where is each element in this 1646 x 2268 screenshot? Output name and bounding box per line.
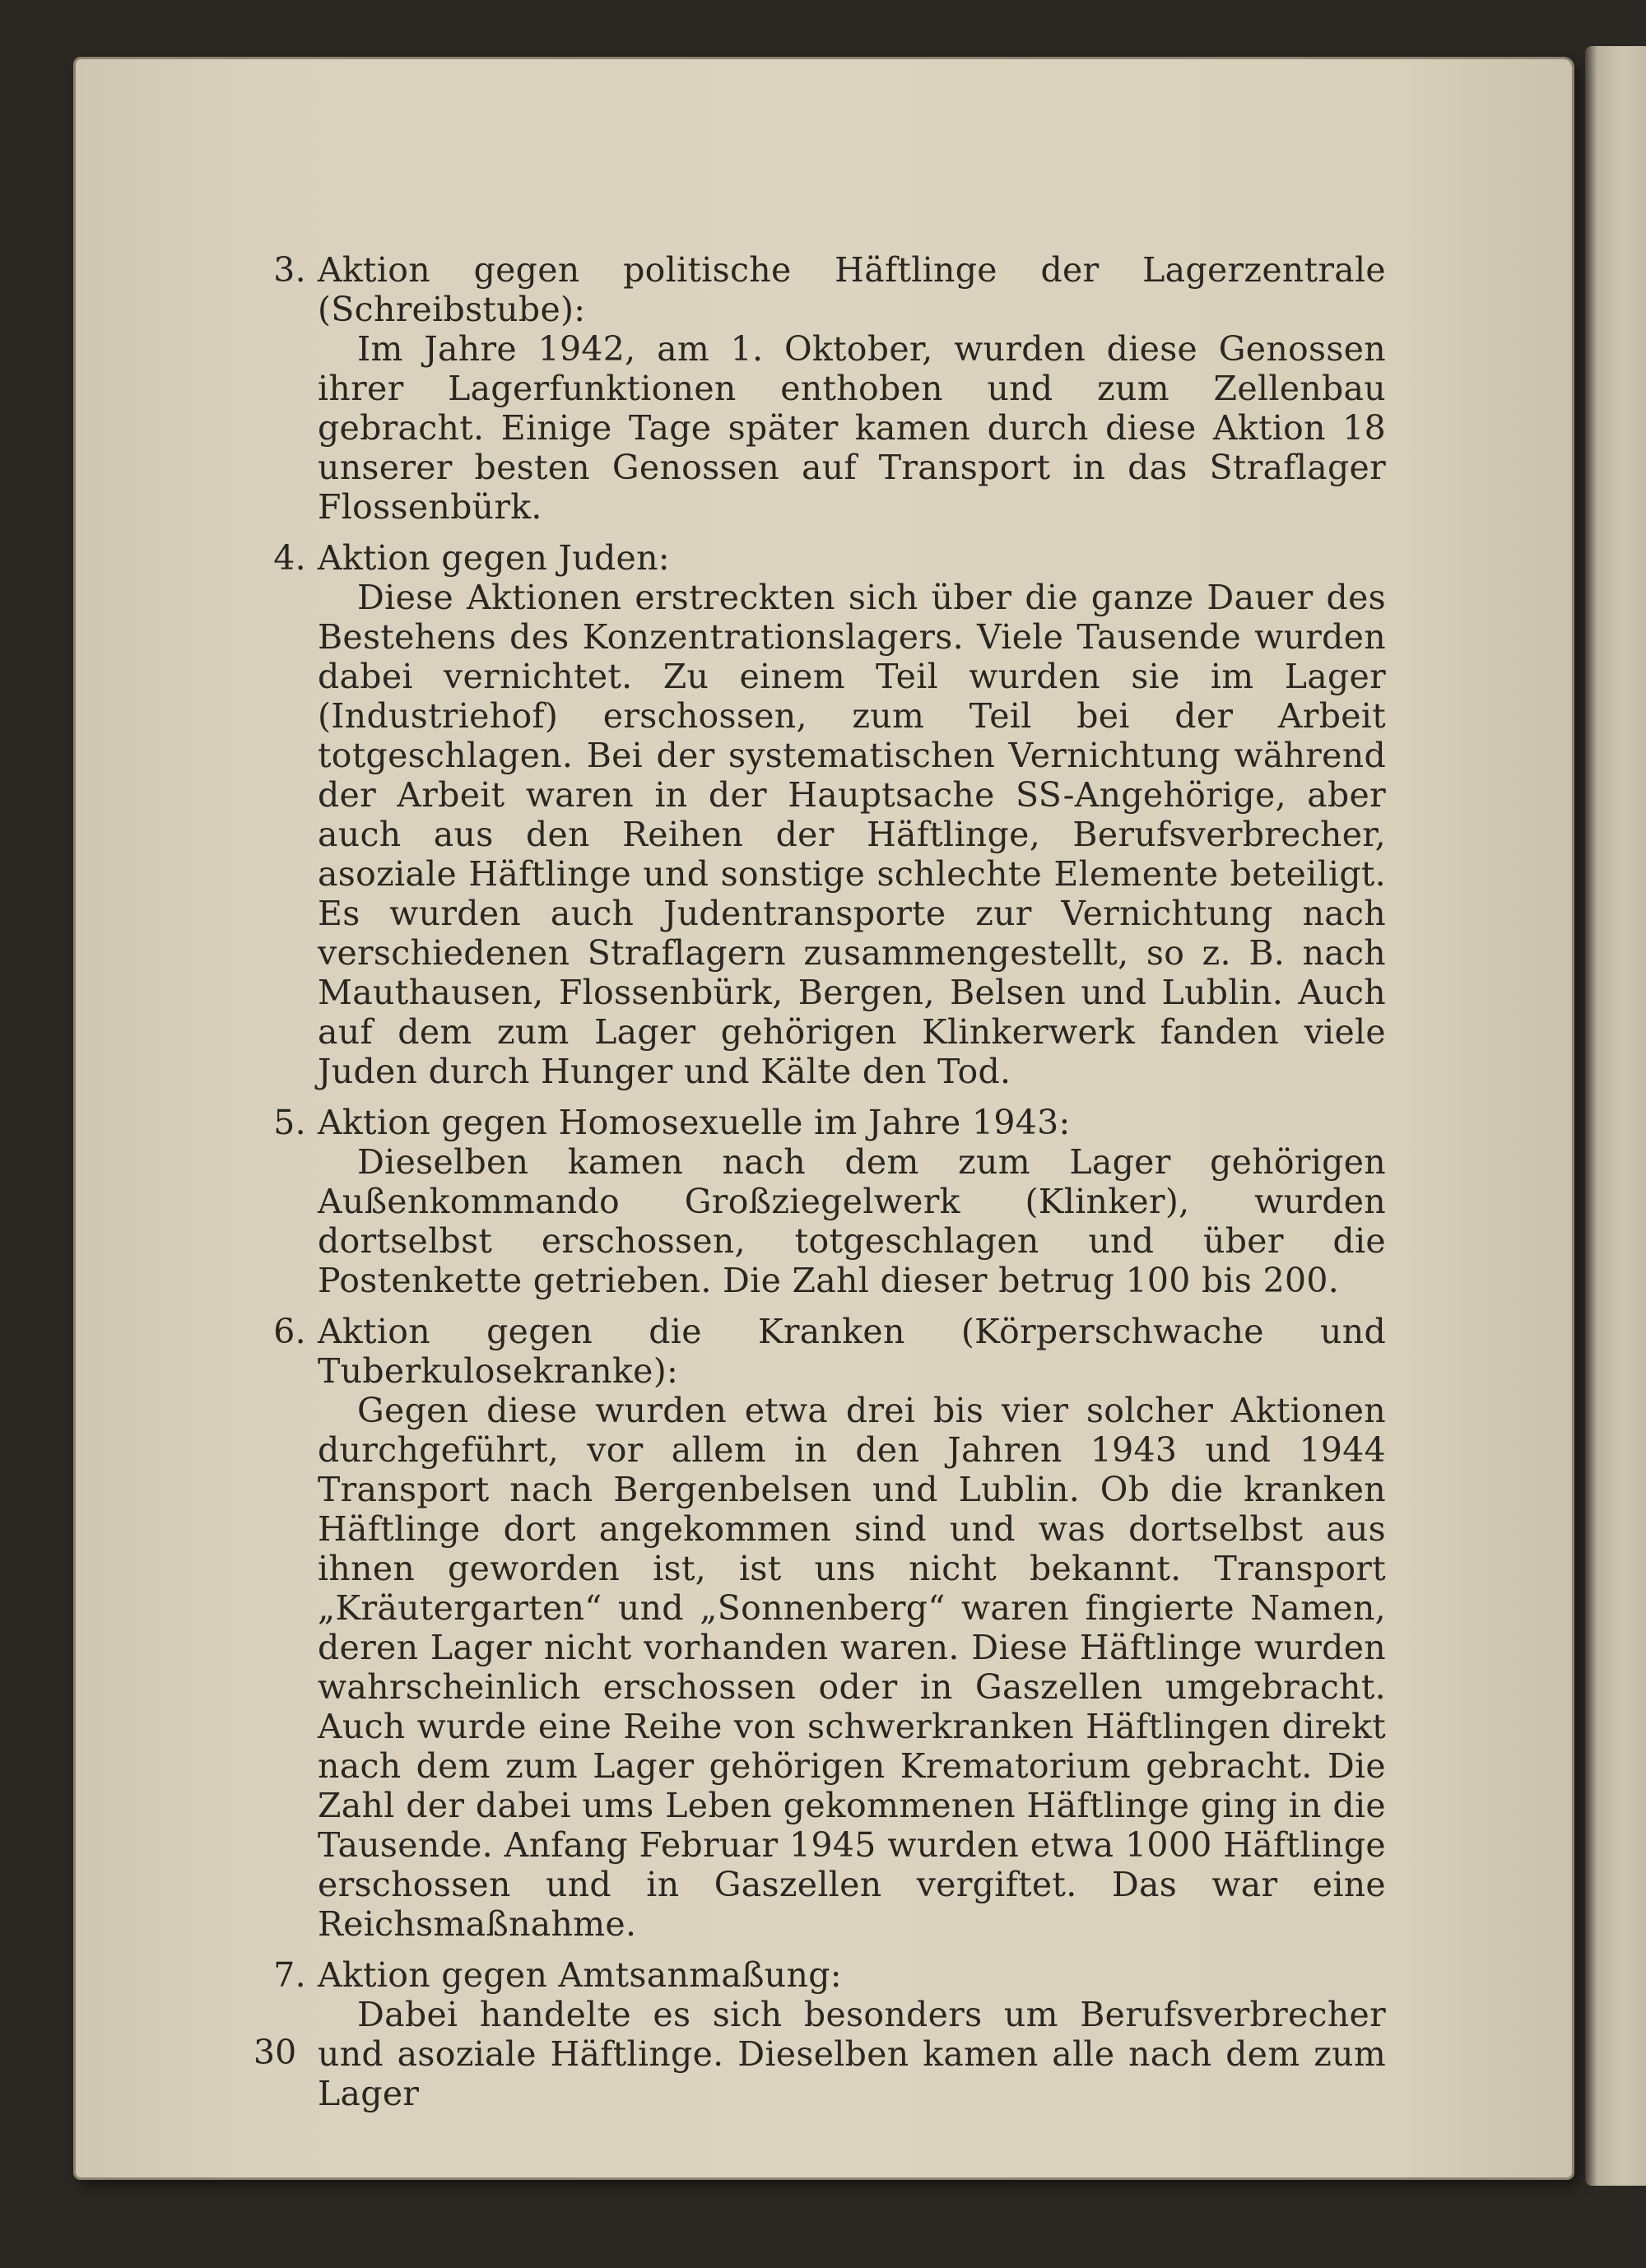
item-heading: Aktion gegen die Kranken (Körperschwache und Tuberkulosekranke): (318, 1312, 1386, 1391)
item-number: 7. (273, 1955, 306, 1995)
item-body: Im Jahre 1942, am 1. Oktober, wurden diese Genossen ihrer Lagerfunktionen enthoben und zum Zellenbau gebracht. Einige Tage später kamen durch diese Aktion 18 unserer besten Genossen auf Transport in das Straflager Flossenbürk. (318, 329, 1386, 527)
list-item (273, 250, 1386, 527)
item-number: 4. (273, 538, 306, 578)
item-number: 5. (273, 1103, 306, 1142)
item-heading: Aktion gegen politische Häftlinge der Lagerzentrale (Schreibstube): (318, 250, 1386, 329)
list-item (273, 1312, 1386, 1944)
item-heading: Aktion gegen Amtsanmaßung: (318, 1955, 842, 1995)
item-body: Gegen diese wurden etwa drei bis vier solcher Aktionen durchgeführt, vor allem in den Jahren 1943 und 1944 Transport nach Bergenbelsen und Lublin. Ob die kranken Häftlinge dort angekommen sind und was dortselbst aus ihnen geworden ist, ist uns nicht bekannt. Transport „Kräutergarten“ und „Sonnenberg“ waren fingierte Namen, deren Lager nicht vorhanden waren. Diese Häftlinge wurden wahrscheinlich erschossen oder in Gaszellen umgebracht. Auch wurde eine Reihe von schwerkranken Häftlingen direkt nach dem zum Lager gehörigen Krematorium gebracht. Die Zahl der dabei ums Leben gekommenen Häftlinge ging in die Tausende. Anfang Februar 1945 wurden etwa 1000 Häftlinge erschossen und in Gaszellen vergiftet. Das war eine Reichsmaßnahme. (318, 1391, 1386, 1944)
list-item (273, 538, 1386, 1091)
facing-page-edge (1585, 46, 1646, 2186)
item-number: 3. (273, 250, 306, 290)
list-item (273, 1103, 1386, 1300)
page-number: 30 (253, 2033, 297, 2072)
item-body: Diese Aktionen erstreckten sich über die ganze Dauer des Bestehens des Konzentrationslagers. Viele Tausende wurden dabei vernichtet. Zu einem Teil wurden sie im Lager (Industriehof) erschossen, zum Teil bei der Arbeit totgeschlagen. Bei der systematischen Vernichtung während der Arbeit waren in der Hauptsache SS-Angehörige, aber auch aus den Reihen der Häftlinge, Berufsverbrecher, asoziale Häftlinge und sonstige schlechte Elemente beteiligt. Es wurden auch Judentransporte zur Vernichtung nach verschiedenen Straflagern zusammengestellt, so z. B. nach Mauthausen, Flossenbürk, Bergen, Belsen und Lublin. Auch auf dem zum Lager gehörigen Klinkerwerk fanden viele Juden durch Hunger und Kälte den Tod. (318, 578, 1386, 1091)
item-number: 6. (273, 1312, 306, 1351)
item-body: Dabei handelte es sich besonders um Berufsverbrecher und asoziale Häftlinge. Dieselben kamen alle nach dem zum Lager (318, 1995, 1386, 2113)
item-body: Dieselben kamen nach dem zum Lager gehörigen Außenkommando Großziegelwerk (Klinker), wurden dortselbst erschossen, totgeschlagen und über die Postenkette getrieben. Die Zahl dieser betrug 100 bis 200. (318, 1142, 1386, 1300)
item-heading: Aktion gegen Homosexuelle im Jahre 1943: (318, 1103, 1071, 1142)
item-heading: Aktion gegen Juden: (318, 538, 670, 578)
